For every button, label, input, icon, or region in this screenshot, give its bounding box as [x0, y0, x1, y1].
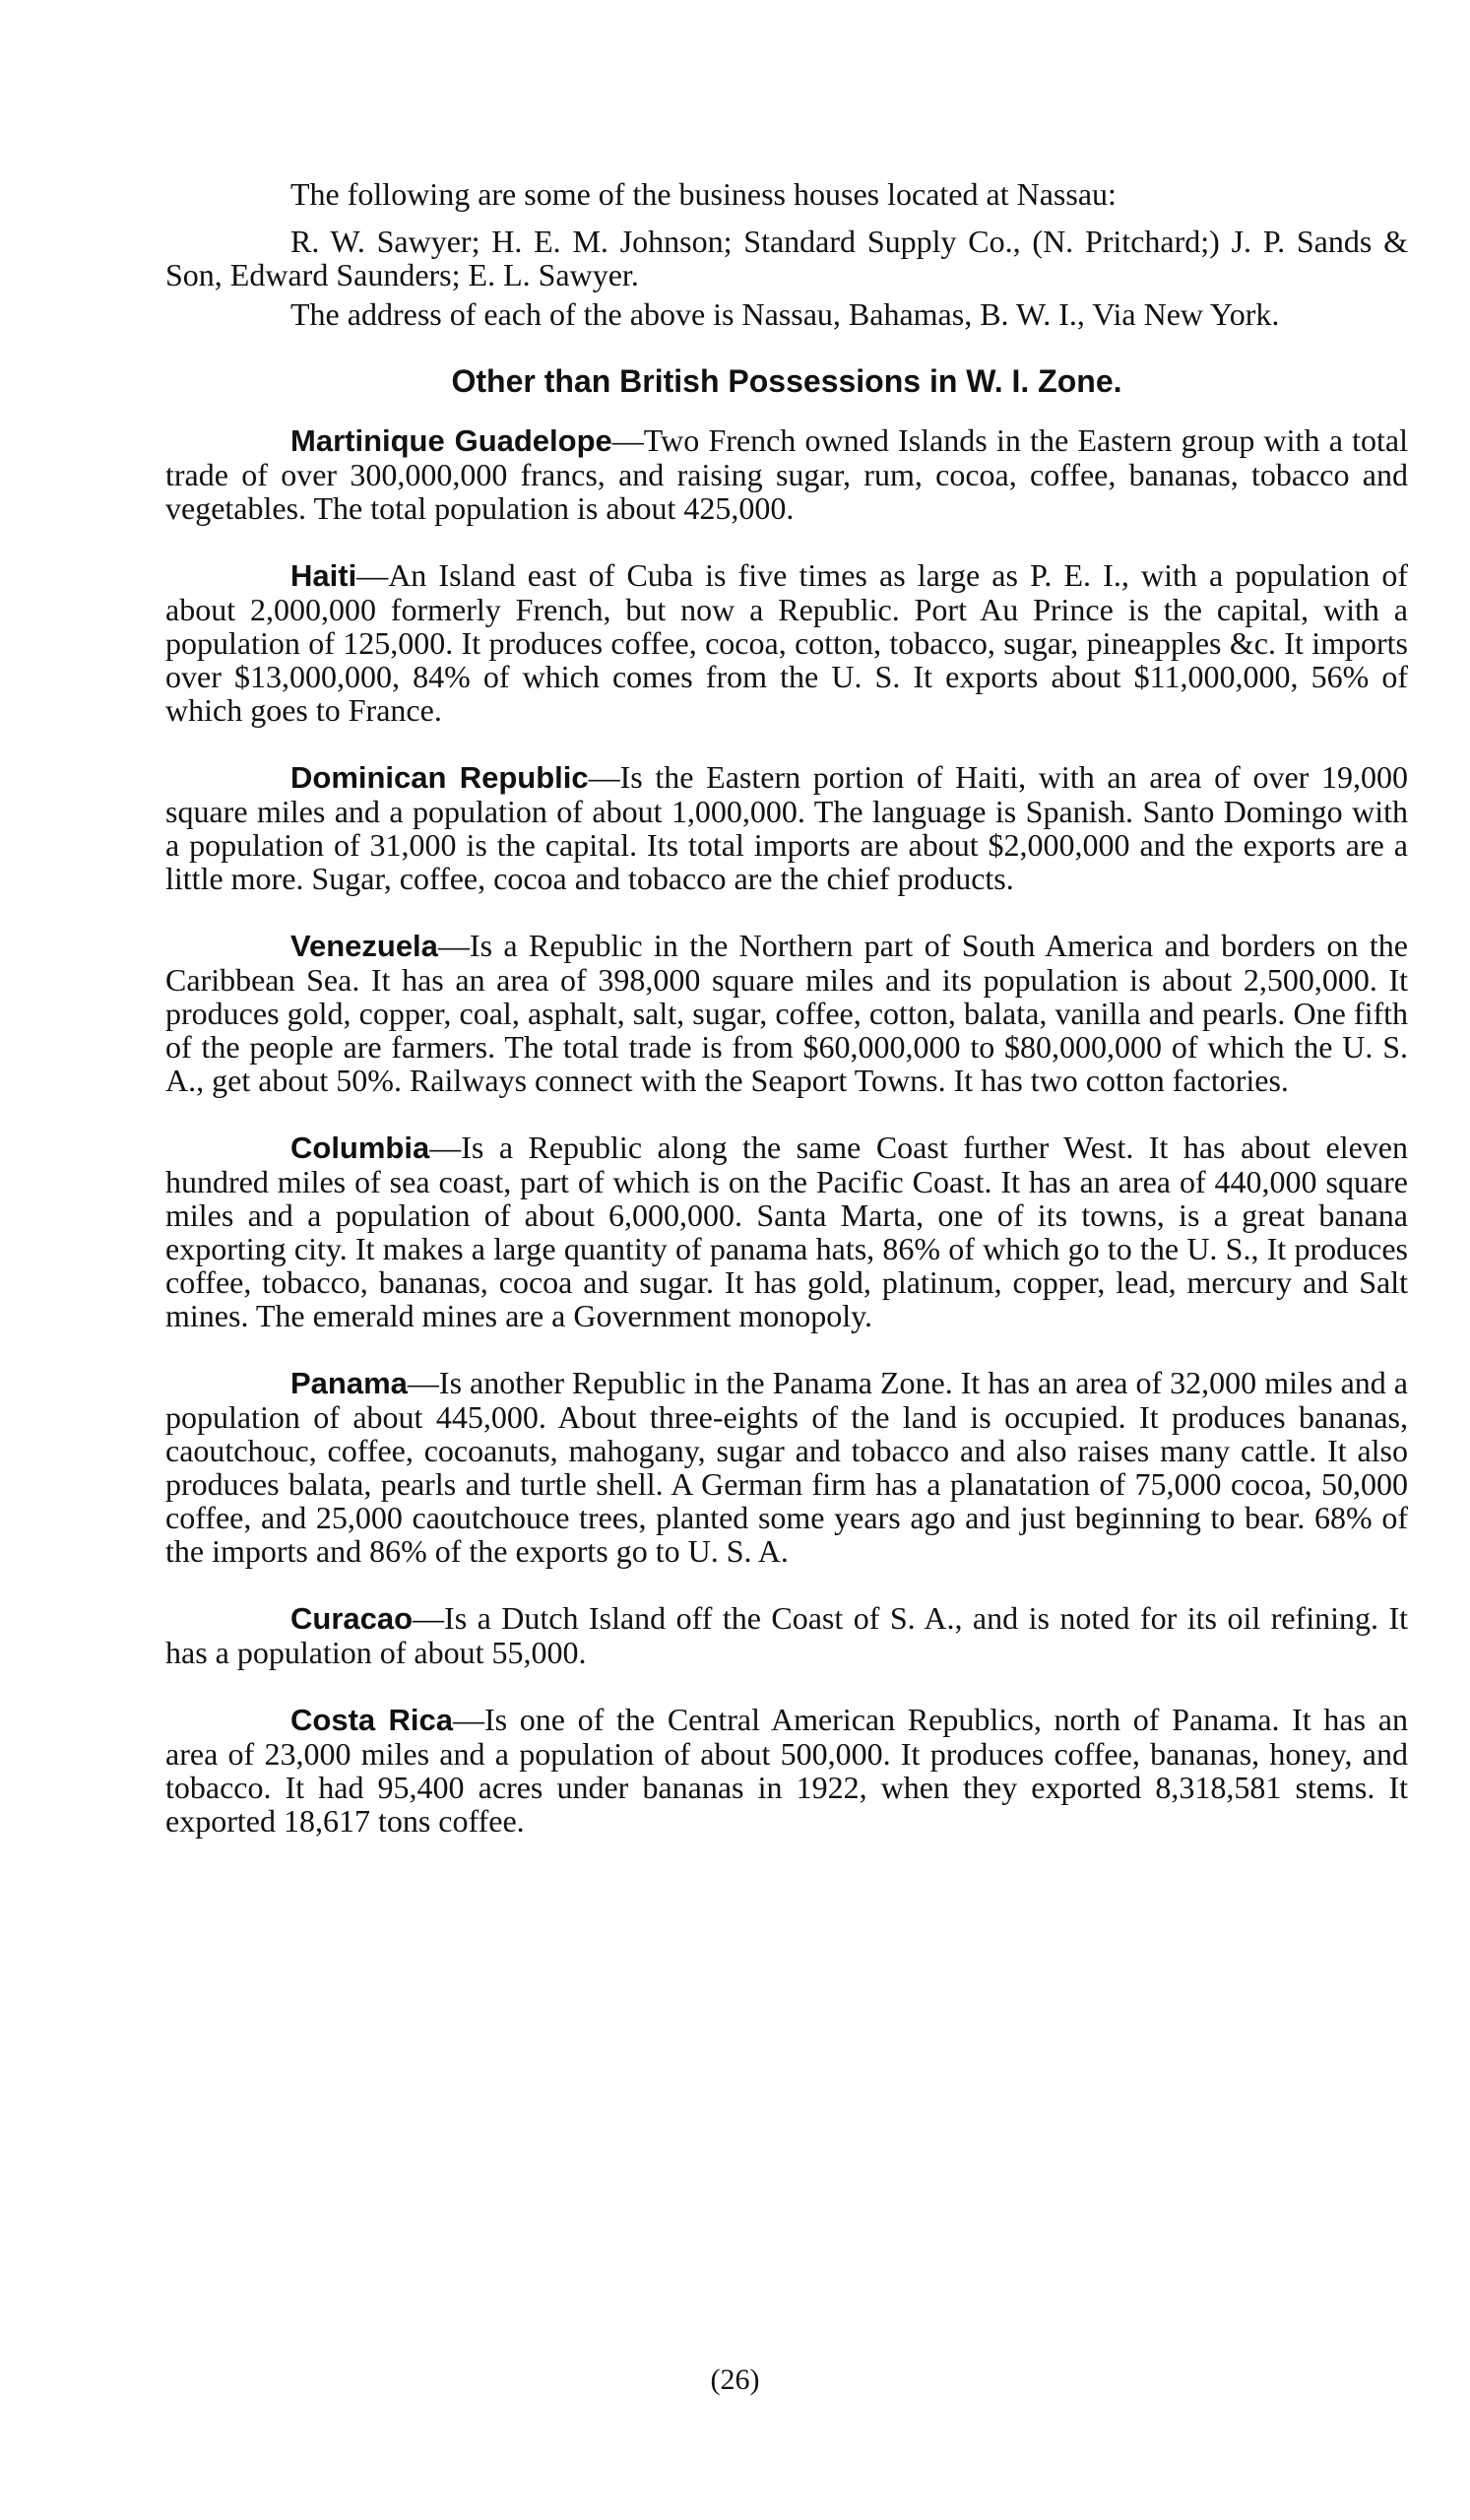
entry-text: —Is another Republic in the Panama Zone. It has an area of 32,000 miles and a population of about 445,000. About three-eights of the land is occupied. It produces bananas, caoutchouc, coffee, cocoanuts, mahogany, sugar and tobacco and also raises many cattle. It also produces balata, pearls and turtle shell. A German firm has a planatation of 75,000 cocoa, 50,000 coffee, and 25,000 caoutchouce trees, planted some years ago and just beginning to bear. 68% of the imports and 86% of the exports go to U. S. A. — [165, 1365, 1408, 1569]
business-houses-list: R. W. Sawyer; H. E. M. Johnson; Standard Supply Co., (N. Pritchard;) J. P. Sands & Son, Edward Saunders; E. L. Sawyer. — [165, 224, 1408, 292]
entry-name: Curacao — [290, 1601, 414, 1636]
entry-text: —Two French owned Islands in the Eastern group with a total trade of over 300,000,000 francs, and raising sugar, rum, cocoa, coffee, bananas, tobacco and vegetables. The total population is about 425,000. — [165, 422, 1409, 526]
entry-text: —Is one of the Central American Republics, north of Panama. It has an area of 23,000 miles and a population of about 500,000. It produces coffee, bananas, honey, and tobacco. It had 95,400 acres under bananas in 1922, when they exported 8,318,581 stems. It exported 18,617 tons coffee. — [165, 1702, 1408, 1839]
entry-text: —Is a Dutch Island off the Coast of S. A., and is noted for its oil refining. It has a population of about 55,000. — [165, 1600, 1408, 1670]
entry-martinique — [165, 423, 1408, 525]
entry-text: —Is a Republic along the same Coast further West. It has about eleven hundred miles of sea coast, part of which is on the Pacific Coast. It has an area of 440,000 square miles and a population of about 6,000,000. Santa Marta, one of its towns, is a great banana exporting city. It makes a large quantity of panama hats, 86% of which go to the U. S., It produces coffee, tobacco, bananas, cocoa and sugar. It has gold, platinum, copper, lead, mercury and Salt mines. The emerald mines are a Government monopoly. — [165, 1130, 1408, 1333]
address-text: The address of each of the above is Nassau, Bahamas, B. W. I., Via New York. — [290, 296, 1280, 332]
entry-name: Costa Rica — [290, 1703, 453, 1737]
entry-name: Venezuela — [290, 929, 438, 963]
entry-name: Haiti — [290, 558, 357, 593]
entry-text: —An Island east of Cuba is five times as large as P. E. I., with a population of about 2,000,000 formerly French, but now a Republic. Port Au Prince is the capital, with a population of 125,000. It produces coffee, cocoa, cotton, tobacco, sugar, pineapples &c. It imports over $13,000,000, 84% of which comes from the U. S. It exports about $11,000,000, 56% of which goes to France. — [165, 557, 1408, 728]
entry-columbia — [165, 1131, 1408, 1332]
page-number: (26) — [710, 2363, 760, 2396]
entry-text: —Is the Eastern portion of Haiti, with an area of over 19,000 square miles and a population of about 1,000,000. The language is Spanish. Santo Domingo with a population of 31,000 is the capital. Its total imports are about $2,000,000 and the exports are a little more. Sugar, coffee, cocoa and tobacco are the chief products. — [165, 759, 1408, 896]
entry-panama — [165, 1366, 1408, 1568]
section-heading: Other than British Possessions in W. I. Zone. — [451, 363, 1122, 399]
entry-text: —Is a Republic in the Northern part of South America and borders on the Caribbean Sea. It has an area of 398,000 square miles and its population is about 2,500,000. It produces gold, copper, coal, asphalt, salt, sugar, coffee, cotton, balata, vanilla and pearls. One fifth of the people are farmers. The total trade is from $60,000,000 to $80,000,000 of which the U. S. A., get about 50%. Railways connect with the Seaport Towns. It has two cotton factories. — [165, 928, 1408, 1098]
entry-name: Martinique Guadelope — [290, 423, 612, 458]
entry-dominican-republic — [165, 760, 1408, 895]
entry-costa-rica — [165, 1703, 1408, 1838]
page-content — [165, 177, 1408, 1838]
entry-name: Panama — [290, 1366, 408, 1400]
entry-venezuela — [165, 929, 1408, 1097]
entry-curacao — [165, 1601, 1408, 1669]
entry-name: Dominican Republic — [290, 760, 589, 795]
entry-name: Columbia — [290, 1131, 430, 1165]
intro-text: The following are some of the business houses located at Nassau: — [290, 176, 1117, 212]
entry-haiti — [165, 558, 1408, 727]
